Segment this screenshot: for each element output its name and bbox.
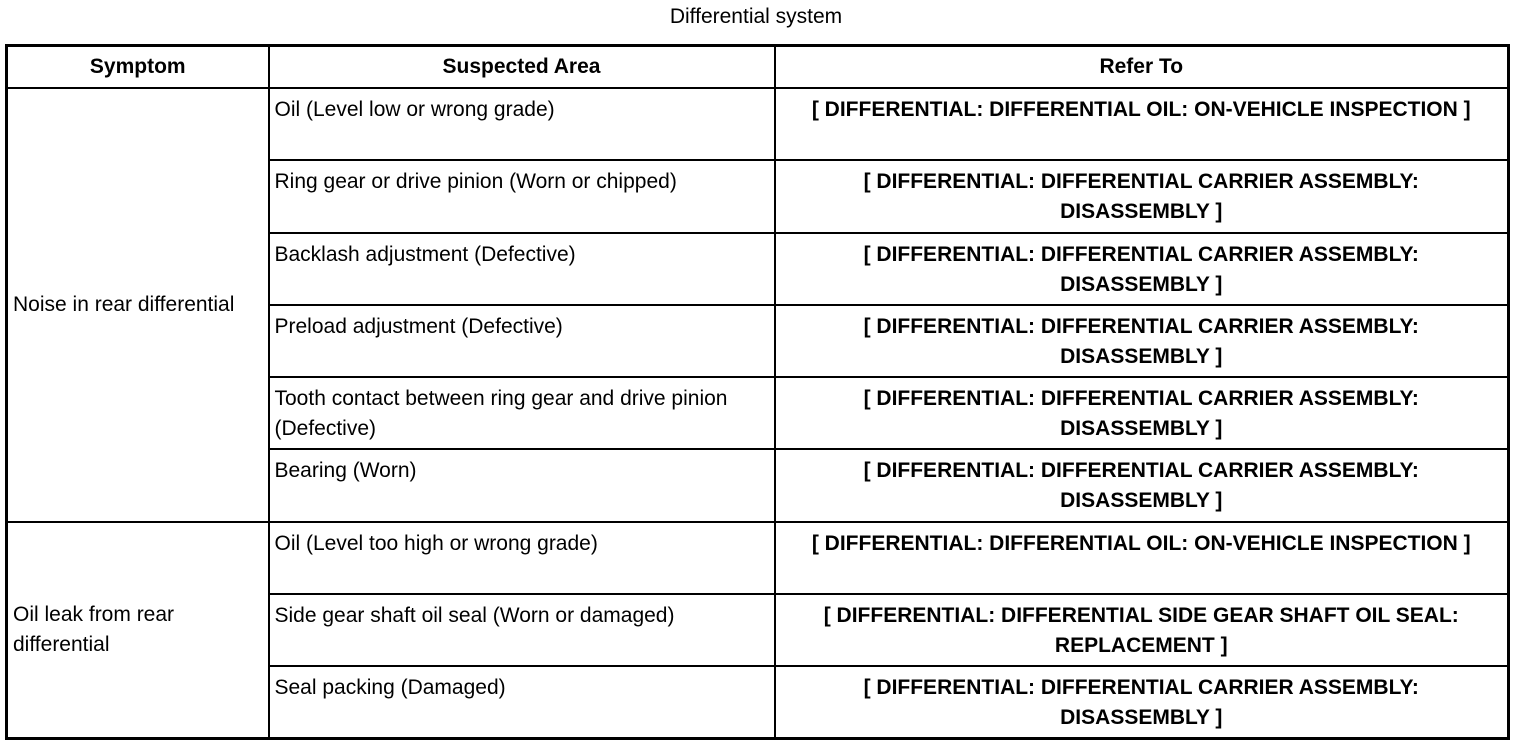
refer-to-link[interactable]: [ DIFFERENTIAL: DIFFERENTIAL CARRIER ASSEMBLY: DISASSEMBLY ] (775, 160, 1509, 232)
symptom-cell: Oil leak from rear differential (7, 522, 269, 739)
symptom-cell: Noise in rear differential (7, 88, 269, 522)
suspected-area-cell: Seal packing (Damaged) (269, 666, 775, 738)
refer-to-link[interactable]: [ DIFFERENTIAL: DIFFERENTIAL SIDE GEAR SHAFT OIL SEAL: REPLACEMENT ] (775, 594, 1509, 666)
suspected-area-cell: Ring gear or drive pinion (Worn or chipped) (269, 160, 775, 232)
refer-to-link[interactable]: [ DIFFERENTIAL: DIFFERENTIAL CARRIER ASSEMBLY: DISASSEMBLY ] (775, 305, 1509, 377)
table-row (7, 88, 1509, 160)
table-row (7, 522, 1509, 594)
suspected-area-cell: Oil (Level too high or wrong grade) (269, 522, 775, 594)
suspected-area-cell: Tooth contact between ring gear and drive pinion (Defective) (269, 377, 775, 449)
suspected-area-cell: Side gear shaft oil seal (Worn or damaged) (269, 594, 775, 666)
suspected-area-cell: Backlash adjustment (Defective) (269, 233, 775, 305)
symptom-column-header: Symptom (7, 46, 269, 89)
suspected-area-cell: Oil (Level low or wrong grade) (269, 88, 775, 160)
refer-to-link[interactable]: [ DIFFERENTIAL: DIFFERENTIAL CARRIER ASSEMBLY: DISASSEMBLY ] (775, 377, 1509, 449)
troubleshooting-table (5, 44, 1510, 740)
table-caption: Differential system (669, 5, 843, 28)
refer-to-link[interactable]: [ DIFFERENTIAL: DIFFERENTIAL OIL: ON-VEHICLE INSPECTION ] (775, 88, 1509, 160)
refer-to-column-header: Refer To (775, 46, 1509, 89)
suspected-area-cell: Bearing (Worn) (269, 449, 775, 521)
suspected-area-cell: Preload adjustment (Defective) (269, 305, 775, 377)
suspected-area-column-header: Suspected Area (269, 46, 775, 89)
refer-to-link[interactable]: [ DIFFERENTIAL: DIFFERENTIAL CARRIER ASSEMBLY: DISASSEMBLY ] (775, 666, 1509, 738)
refer-to-link[interactable]: [ DIFFERENTIAL: DIFFERENTIAL CARRIER ASSEMBLY: DISASSEMBLY ] (775, 233, 1509, 305)
header-row (7, 46, 1509, 89)
refer-to-link[interactable]: [ DIFFERENTIAL: DIFFERENTIAL CARRIER ASSEMBLY: DISASSEMBLY ] (775, 449, 1509, 521)
refer-to-link[interactable]: [ DIFFERENTIAL: DIFFERENTIAL OIL: ON-VEHICLE INSPECTION ] (775, 522, 1509, 594)
